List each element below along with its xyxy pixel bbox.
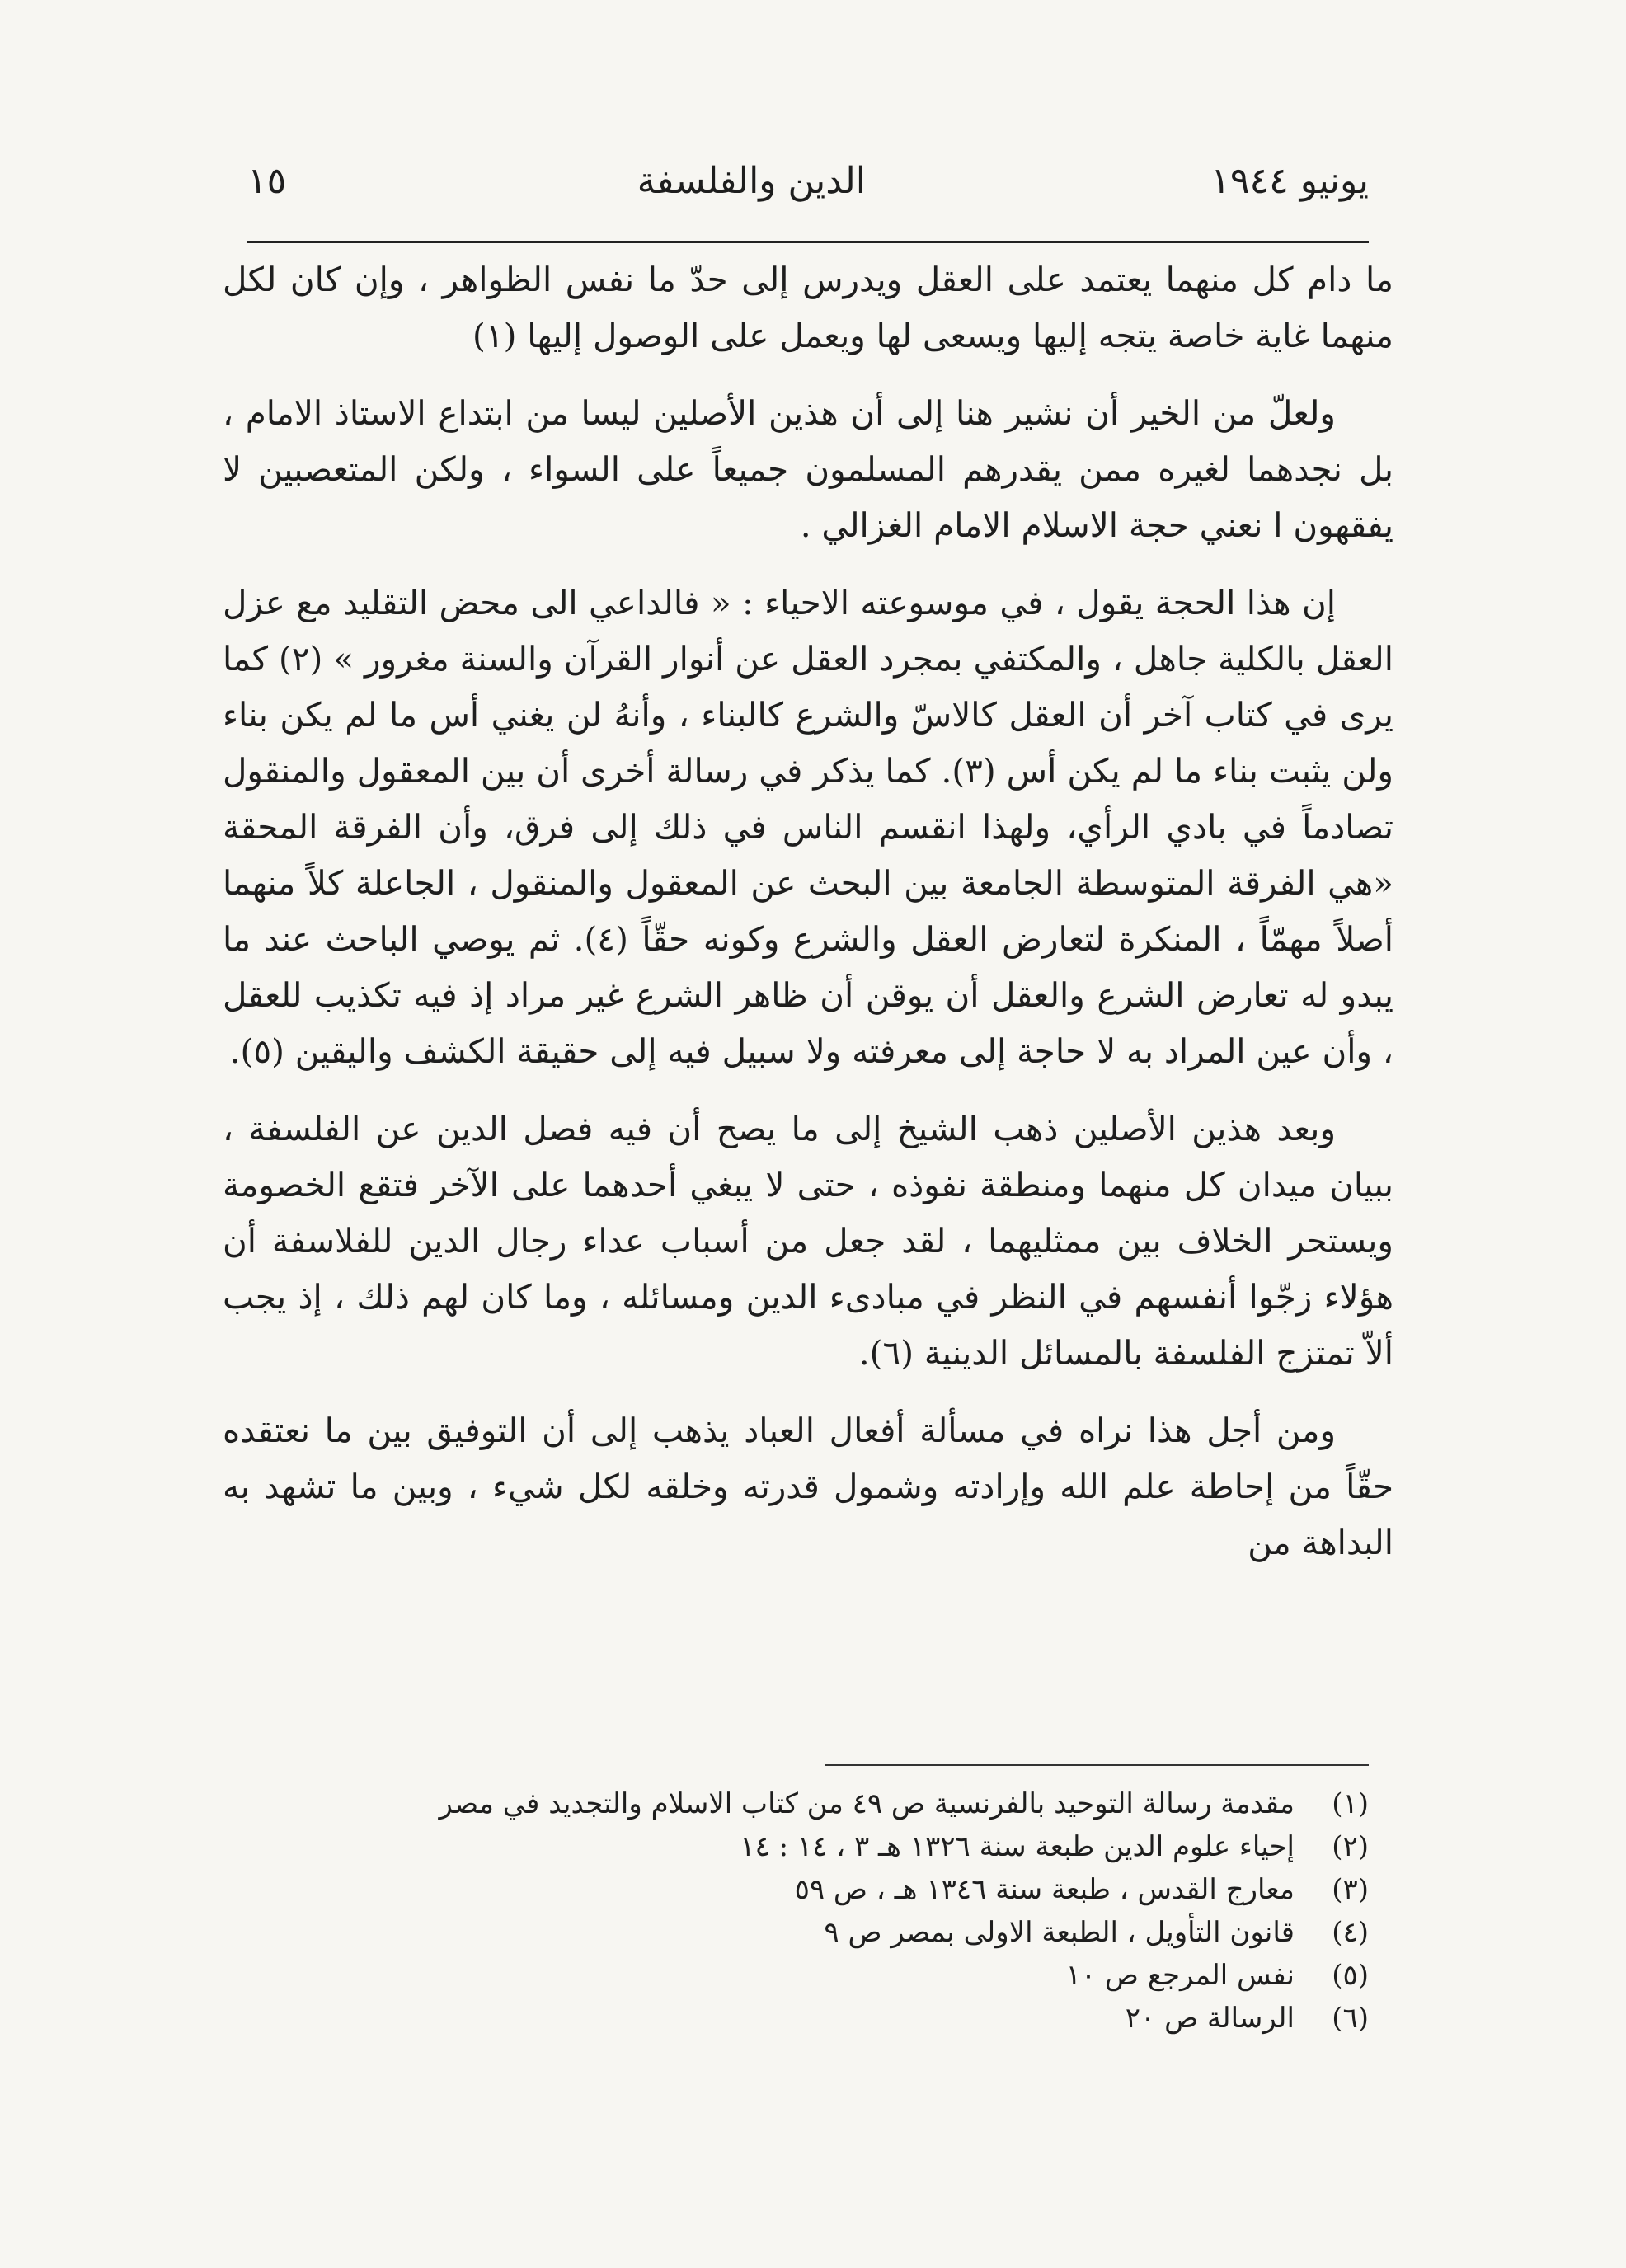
- footnote-number: (٢): [1332, 1830, 1369, 1863]
- footnote-text: معارج القدس ، طبعة سنة ١٣٤٦ هـ ، ص ٥٩: [794, 1873, 1295, 1906]
- footnote: [439, 1782, 1369, 1825]
- footnote-number: (٥): [1332, 1959, 1369, 1992]
- page-number: ١٥: [247, 160, 287, 202]
- footnote-number: (٦): [1332, 2002, 1369, 2035]
- footnote: [643, 1954, 1369, 1997]
- footnote-number: (٤): [1332, 1916, 1369, 1949]
- footnote-number: (١): [1332, 1787, 1369, 1820]
- footnote-text: نفس المرجع ص ١٠: [1065, 1959, 1295, 1992]
- footnote-text: قانون التأويل ، الطبعة الاولى بمصر ص ٩: [824, 1916, 1295, 1949]
- running-header: [247, 157, 1369, 223]
- footnote-rule: [825, 1764, 1369, 1766]
- footnote: [643, 1825, 1369, 1868]
- footnotes: [439, 1782, 1369, 2040]
- footnote-text: إحياء علوم الدين طبعة سنة ١٣٢٦ هـ ٣ ، ١٤ : ١٤: [740, 1830, 1295, 1863]
- footnote: [643, 1997, 1369, 2040]
- paragraph: ومن أجل هذا نراه في مسألة أفعال العباد يذهب إلى أن التوفيق بين ما نعتقده حقّاً من إحاطة علم الله وإرادته وشمول قدرته وخلقه لكل شيء ، وبين ما تشهد به البداهة من: [223, 1411, 1393, 1562]
- header-rule: [247, 241, 1369, 243]
- body-text: [223, 251, 1393, 1592]
- footnote-number: (٣): [1332, 1873, 1369, 1906]
- header-date: يونيو ١٩٤٤: [1210, 160, 1369, 202]
- paragraph: وبعد هذين الأصلين ذهب الشيخ إلى ما يصح أن فيه فصل الدين عن الفلسفة ، ببيان ميدان كل منهما ومنطقة نفوذه ، حتى لا يبغي أحدهما على الآخر فتقع الخصومة ويستحر الخلاف بين ممثليهما ، لقد جعل من أسباب عداء رجال الدين للفلاسفة أن هؤلاء زجّوا أنفسهم في النظر في مبادىء الدين ومسائله ، وما كان لهم ذلك ، إذ يجب ألاّ تمتزج الفلسفة بالمسائل الدينية (٦).: [223, 1109, 1393, 1373]
- footnote-text: الرسالة ص ٢٠: [1125, 2002, 1295, 2035]
- footnote: [643, 1868, 1369, 1911]
- footnote: [643, 1911, 1369, 1954]
- paragraph-continuation: ما دام كل منهما يعتمد على العقل ويدرس إلى حدّ ما نفس الظواهر ، وإن كان لكل منهما غاية خاصة يتجه إليها ويسعى لها ويعمل على الوصول إليها (١): [223, 260, 1393, 355]
- paragraph: إن هذا الحجة يقول ، في موسوعته الاحياء : « فالداعي الى محض التقليد مع عزل العقل بالكلية جاهل ، والمكتفي بمجرد العقل عن أنوار القرآن والسنة مغرور » (٢) كما يرى في كتاب آخر أن العقل كالاسّ والشرع كالبناء ، وأنهُ لن يغني أس ما لم يكن بناء ولن يثبت بناء ما لم يكن أس (٣). كما يذكر في رسالة أخرى أن بين المعقول والمنقول تصادماً في بادي الرأي، ولهذا انقسم الناس في ذلك إلى فرق، وأن الفرقة المحقة «هي الفرقة المتوسطة الجامعة بين البحث عن المعقول والمنقول ، الجاعلة كلاً منهما أصلاً مهمّاً ، المنكرة لتعارض العقل والشرع وكونه حقّاً (٤). ثم يوصي الباحث عند ما يبدو له تعارض الشرع والعقل أن يوقن أن ظاهر الشرع غير مراد إذ فيه تكذيب للعقل ، وأن عين المراد به لا حاجة إلى معرفته ولا سبيل فيه إلى حقيقة الكشف واليقين (٥).: [223, 583, 1394, 1071]
- paragraph: ولعلّ من الخير أن نشير هنا إلى أن هذين الأصلين ليسا من ابتداع الاستاذ الامام ، بل نجدهما لغيره ممن يقدرهم المسلمون جميعاً على السواء ، ولكن المتعصبين لا يفقهون ا نعني حجة الاسلام الامام الغزالي .: [223, 393, 1393, 545]
- header-title: الدين والفلسفة: [637, 160, 866, 202]
- footnote-text: مقدمة رسالة التوحيد بالفرنسية ص ٤٩ من كتاب الاسلام والتجديد في مصر: [439, 1787, 1295, 1820]
